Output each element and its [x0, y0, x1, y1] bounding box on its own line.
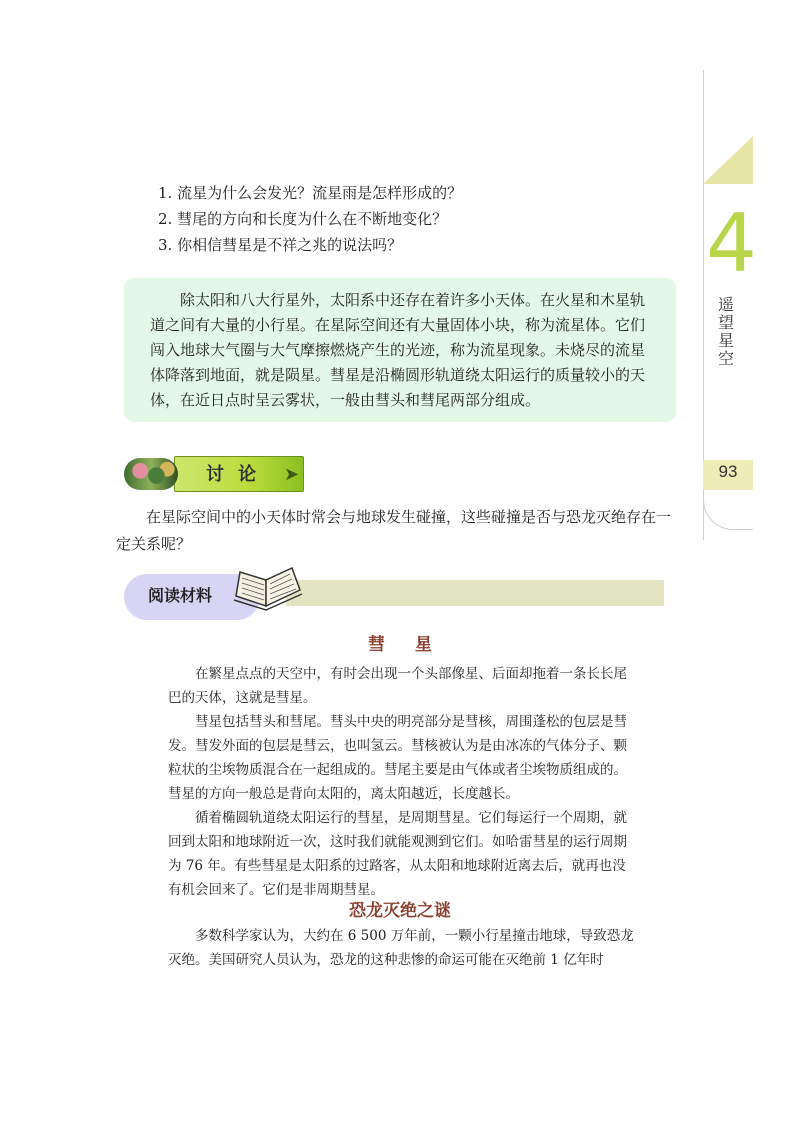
article-dinosaur [168, 924, 634, 972]
reading-band [286, 580, 664, 606]
chapter-title-char: 空 [717, 349, 734, 368]
info-box [124, 278, 676, 422]
discussion-photo-icon [124, 458, 178, 490]
chapter-title-char: 星 [717, 331, 734, 350]
discussion-header [124, 456, 304, 492]
question-item: 1. 流星为什么会发光？流星雨是怎样形成的？ [158, 184, 463, 202]
chapter-tab-triangle [703, 136, 753, 184]
arrow-right-icon: ➤ [284, 464, 300, 485]
margin-curve [703, 490, 753, 530]
question-list [158, 180, 678, 258]
chapter-title-char: 遥 [717, 295, 734, 314]
article-title-comet: 彗星 [368, 635, 462, 655]
article-paragraph: 多数科学家认为，大约在 6 500 万年前，一颗小行星撞击地球，导致恐龙灭绝。美国研究人员认为，恐龙的这种悲惨的命运可能在灭绝前 1 亿年时 [168, 928, 634, 968]
question-item: 3. 你相信彗星是不祥之兆的说法吗？ [158, 236, 403, 254]
article-paragraph: 循着椭圆轨道绕太阳运行的彗星，是周期彗星。它们每运行一个周期，就回到太阳和地球附近一次，这时我们就能观测到它们。如哈雷彗星的运行周期为 76 年。有些彗星是太阳系的过路客，从太阳和地球附近离去后，就再也没有机会回来了。它们是非周期彗星。 [168, 810, 627, 898]
chapter-title-char: 望 [717, 313, 734, 332]
article-comet [168, 662, 634, 902]
article-paragraph: 彗星包括彗头和彗尾。彗头中央的明亮部分是彗核，周围蓬松的包层是彗发。彗发外面的包层是彗云，也叫氢云。彗核被认为是由冰冻的气体分子、颗粒状的尘埃物质混合在一起组成的。彗尾主要是由气体或者尘埃物质组成的。彗星的方向一般总是背向太阳的，离太阳越近，长度越长。 [168, 714, 627, 802]
discussion-text [116, 504, 676, 558]
article-title-dinosaur: 恐龙灭绝之谜 [349, 901, 451, 921]
discussion-paragraph: 在星际空间中的小天体时常会与地球发生碰撞，这些碰撞是否与恐龙灭绝存在一定关系呢？ [116, 508, 672, 553]
info-text: 除太阳和八大行星外，太阳系中还存在着许多小天体。在火星和木星轨道之间有大量的小行星。在星际空间还有大量固体小块，称为流星体。它们闯入地球大气圈与大气摩擦燃烧产生的光迹，称为流星现象。未烧尽的流星体降落到地面，就是陨星。彗星是沿椭圆形轨道绕太阳运行的质量较小的天体，在近日点时呈云雾状，一般由彗头和彗尾两部分组成。 [150, 291, 646, 409]
discussion-title: 讨论 [206, 464, 270, 485]
open-book-icon [232, 566, 304, 612]
reading-label: 阅读材料 [148, 586, 213, 605]
chapter-number: 4 [706, 197, 757, 290]
chapter-title [712, 296, 740, 368]
question-item: 2. 彗尾的方向和长度为什么在不断地变化？ [158, 210, 448, 228]
page-number: 93 [718, 462, 738, 481]
article-paragraph: 在繁星点点的天空中，有时会出现一个头部像星、后面却拖着一条长长尾巴的天体，这就是彗星。 [168, 666, 627, 706]
